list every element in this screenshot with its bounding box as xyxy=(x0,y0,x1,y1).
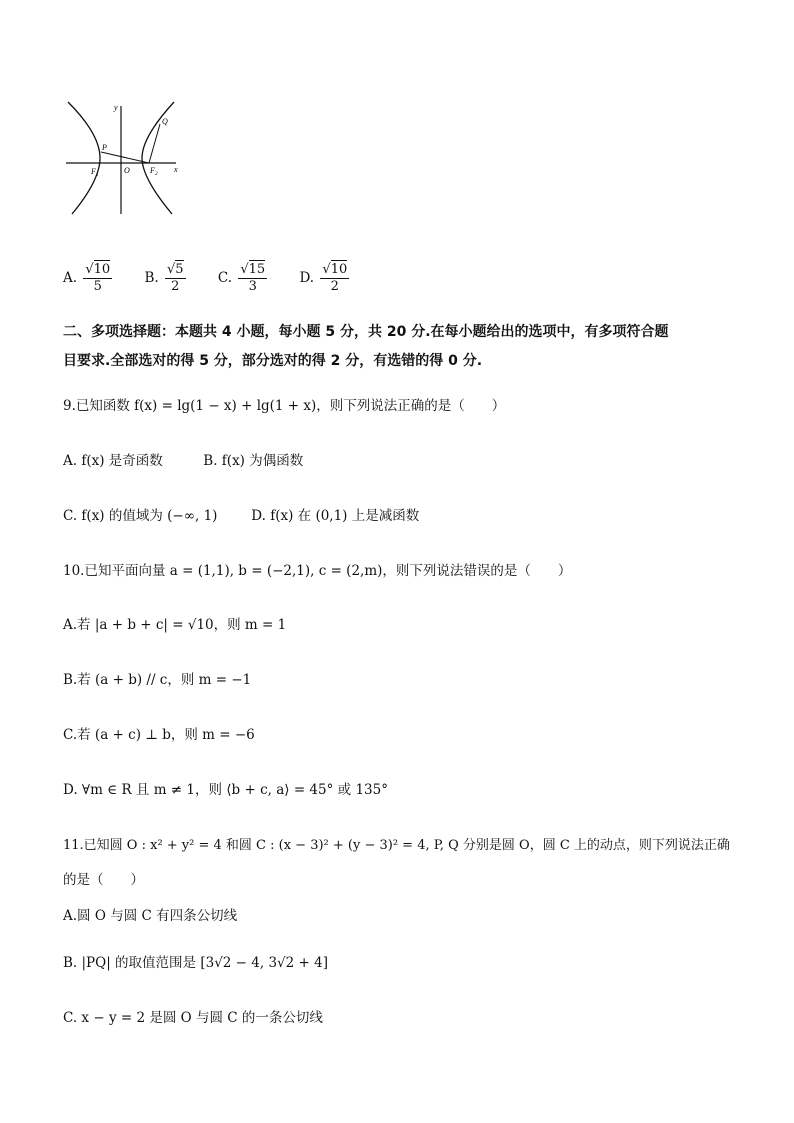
q9-option-d[interactable]: D. f(x) 在 (0,1) 上是减函数 xyxy=(251,508,420,524)
q9-option-c[interactable]: C. f(x) 的值域为 (−∞, 1) xyxy=(63,508,218,524)
q11-option-a[interactable]: A.圆 O 与圆 C 有四条公切线 xyxy=(63,908,238,924)
label-y: y xyxy=(114,103,118,112)
q10-option-d[interactable]: D. ∀m ∈ R 且 m ≠ 1，则 ⟨b + c, a⟩ = 45° 或 135° xyxy=(63,782,388,798)
label-f2: $F_2$ xyxy=(150,166,158,177)
q11-stem-line2: 的是（ ） xyxy=(63,872,144,888)
hyperbola-figure xyxy=(62,96,188,218)
q9-options-row1 xyxy=(63,451,303,471)
q11-option-b[interactable]: B. |PQ| 的取值范围是 [3√2 − 4, 3√2 + 4] xyxy=(63,955,328,971)
q11-stem-line1: 11.已知圆 O : x² + y² = 4 和圆 C : (x − 3)² + (y − 3)² = 4, P, Q 分别是圆 O，圆 C 上的动点，则下列说法正确 xyxy=(63,838,730,853)
label-x: x xyxy=(174,165,178,174)
q8-option-c[interactable]: C. $\frac{√15}{3}$ xyxy=(217,262,266,294)
section2-heading-line1: 二、多项选择题：本题共 4 小题，每小题 5 分，共 20 分.在每小题给出的选项中，有多项符合题 xyxy=(63,324,669,340)
segment-f2q xyxy=(149,124,160,163)
q10-option-a[interactable]: A.若 |a + b + c| = √10，则 m = 1 xyxy=(63,617,287,633)
q8-option-b[interactable]: B. $\frac{√5}{2}$ xyxy=(144,262,184,294)
q8-options xyxy=(63,258,377,298)
q9-option-b[interactable]: B. f(x) 为偶函数 xyxy=(203,453,304,469)
label-o: O xyxy=(124,166,130,175)
q9-option-a[interactable]: A. f(x) 是奇函数 xyxy=(63,453,163,469)
q8-option-d[interactable]: D. $\frac{√10}{2}$ xyxy=(299,262,348,294)
q9-options-row2 xyxy=(63,506,419,526)
left-branch xyxy=(68,102,100,214)
q10-option-c[interactable]: C.若 (a + c) ⊥ b，则 m = −6 xyxy=(63,727,255,743)
q10-option-b[interactable]: B.若 (a + b) // c，则 m = −1 xyxy=(63,672,252,688)
label-p: P xyxy=(102,143,107,152)
q10-stem: 10.已知平面向量 a = (1,1), b = (−2,1), c = (2,m)，则下列说法错误的是（ ） xyxy=(63,563,572,579)
section2-heading-line2: 目要求.全部选对的得 5 分，部分选对的得 2 分，有选错的得 0 分. xyxy=(63,353,483,369)
right-branch xyxy=(142,102,174,214)
q9-stem: 9.已知函数 f(x) = lg(1 − x) + lg(1 + x)，则下列说法正确的是（ ） xyxy=(63,398,506,414)
q8-option-a[interactable]: A. $\frac{√10}{5}$ xyxy=(63,262,111,294)
label-f1: $F_1$ xyxy=(91,167,99,178)
q11-option-c[interactable]: C. x − y = 2 是圆 O 与圆 C 的一条公切线 xyxy=(63,1010,323,1026)
label-q: Q xyxy=(162,117,168,126)
